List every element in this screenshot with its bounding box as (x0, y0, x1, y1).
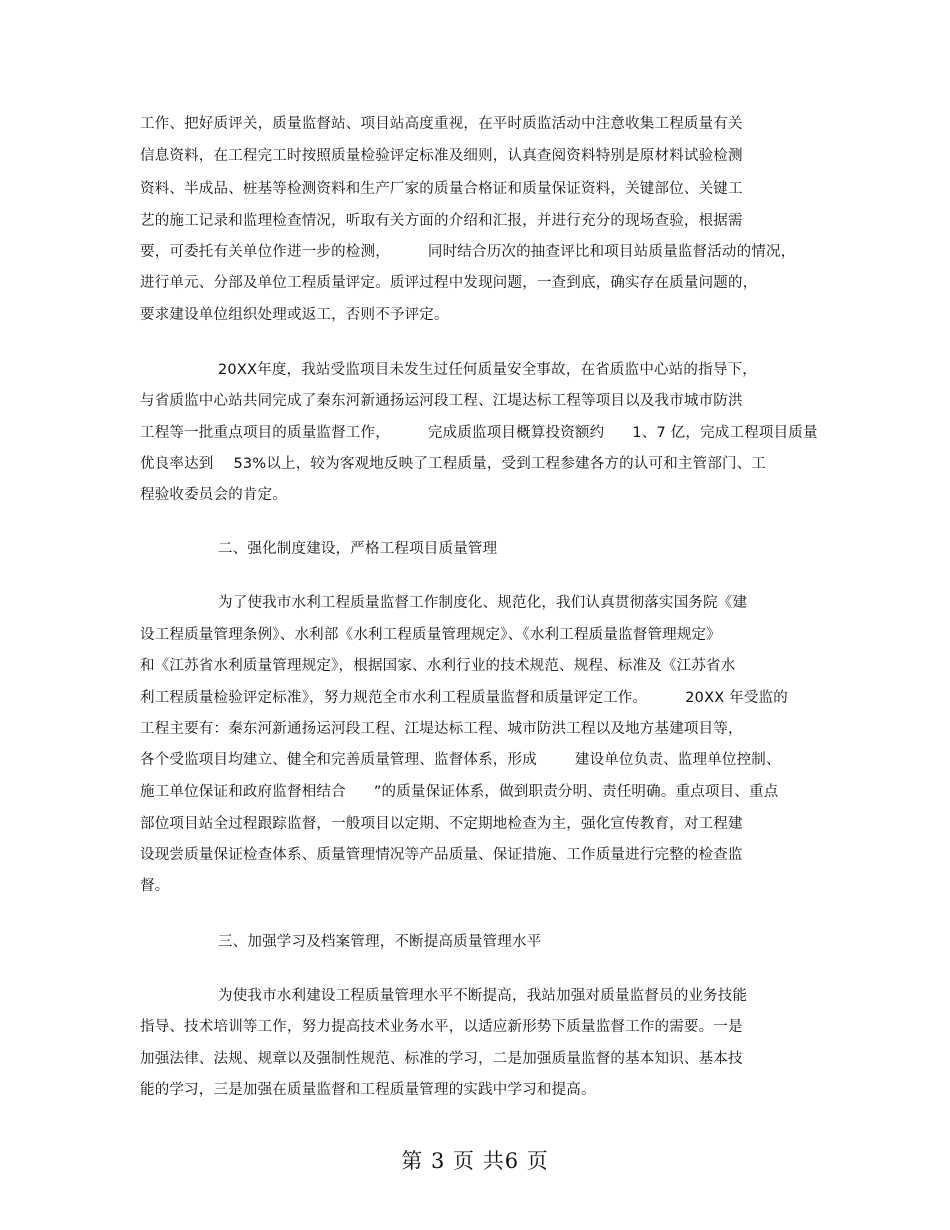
para4-line4: 能的学习，三是加强在质量监督和工程质量管理的实践中学习和提高。 (140, 1082, 596, 1098)
para2-line3-part3: 1、7 亿，完成工程项目质量 (632, 425, 818, 441)
para3-line2: 设工程质量管理条例》、水利部《水利工程质量管理规定》、《水利工程质量监督管理规定》 (140, 627, 721, 643)
footer-prefix: 第 (401, 1149, 424, 1173)
para3-line4-part1: 利工程质量检验评定标准》，努力规范全市水利工程质量监督和质量评定工作。 (140, 690, 648, 706)
para2-line5: 程验收委员会的肯定。 (140, 487, 287, 503)
para1-line6: 进行单元、分部及单位工程质量评定。质评过程中发现问题，一查到底，确实存在质量问题的， (140, 275, 758, 291)
para3-line6-part2: 建设单位负责、监理单位控制、 (574, 752, 781, 768)
para2-line3 (140, 424, 818, 442)
para3-line7-part1: 施工单位保证和政府监督相结合 (140, 784, 346, 800)
para2-line2: 与省质监中心站共同完成了秦东河新通扬运河段工程、江堤达标工程等项目以及我市城市防洪 (140, 393, 743, 409)
para3-line1: 为了使我市水利工程质量监督工作制度化、规范化，我们认真贯彻落实国务院《建 (218, 595, 748, 611)
section-heading-3: 三、加强学习及档案管理，不断提高质量管理水平 (218, 934, 542, 950)
footer-suffix: 页 (526, 1149, 549, 1173)
para3-line3: 和《江苏省水利质量管理规定》，根据国家、水利行业的技术规范、规程、标准及《江苏省水 (140, 658, 736, 674)
para4-line2: 指导、技术培训等工作，努力提高技术业务水平，以适应新形势下质量监督工作的需要。一是 (140, 1019, 743, 1035)
para3-line5: 工程主要有：秦东河新通扬运河段工程、江堤达标工程、城市防洪工程以及地方基建项目等， (140, 721, 743, 737)
footer-page-number: 3 (430, 1149, 446, 1173)
para2-line3-part1: 工程等一批重点项目的质量监督工作， (140, 425, 390, 441)
para4-line1: 为使我市水利建设工程质量管理水平不断提高，我站加强对质量监督员的业务技能 (218, 988, 748, 1004)
para3-line4 (140, 689, 788, 707)
para2-line4 (140, 455, 766, 473)
para3-line6-part1: 各个受监项目均建立、健全和完善质量管理、监督体系，形成 (140, 752, 537, 768)
para1-line4: 艺的施工记录和监理检查情况，听取有关方面的介绍和汇报，并进行充分的现场查验，根据需 (140, 213, 743, 229)
para3-line7-part2: ”的质量保证体系，做到职责分明、责任明确。重点项目、重点 (373, 784, 779, 800)
para1-line3: 资料、半成品、桩基等检测资料和生产厂家的质量合格证和质量保证资料，关键部位、关键工 (140, 181, 743, 197)
footer-total-number: 6 (504, 1149, 520, 1173)
section-heading-2: 二、强化制度建设，严格工程项目质量管理 (218, 541, 498, 557)
para3-line8: 部位项目站全过程跟踪监督，一般项目以定期、不定期地检查为主，强化宣传教育，对工程建 (140, 816, 743, 832)
para1-line5-part1: 要，可委托有关单位作进一步的检测， (140, 244, 390, 260)
para3-line9: 设现尝质量保证检查体系、质量管理情况等产品质量、保证措施、工作质量进行完整的检查监 (140, 847, 743, 863)
para1-line1: 工作、把好质评关，质量监督站、项目站高度重视，在平时质监活动中注意收集工程质量有关 (140, 116, 743, 132)
para2-line1: 20XX年度，我站受监项目未发生过任何质量安全事故，在省质监中心站的指导下， (218, 362, 757, 378)
footer-page-word: 页 (453, 1149, 475, 1173)
para1-line7: 要求建设单位组织处理或返工，否则不予评定。 (140, 307, 449, 323)
para3-line10: 督。 (140, 878, 170, 894)
para3-line7 (140, 783, 778, 801)
para3-line6 (140, 751, 781, 769)
footer-total-word: 共 (482, 1149, 505, 1173)
para1-line5 (140, 243, 795, 261)
para2-line3-part2: 完成质监项目概算投资额约 (427, 425, 605, 441)
para2-line4-part2: 53%以上，较为客观地反映了工程质量，受到工程参建各方的认可和主管部门、工 (233, 456, 767, 472)
para2-line4-part1: 优良率达到 (140, 456, 214, 472)
para1-line2: 信息资料，在工程完工时按照质量检验评定标准及细则，认真查阅资料特别是原材料试验检测 (140, 148, 743, 164)
para4-line3: 加强法律、法规、规章以及强制性规范、标准的学习，二是加强质量监督的基本知识、基本技 (140, 1051, 743, 1067)
para3-line4-part2: 20XX 年受监的 (685, 690, 788, 706)
page-footer (0, 1148, 950, 1174)
para1-line5-part2: 同时结合历次的抽查评比和项目站质量监督活动的情况， (427, 244, 796, 260)
